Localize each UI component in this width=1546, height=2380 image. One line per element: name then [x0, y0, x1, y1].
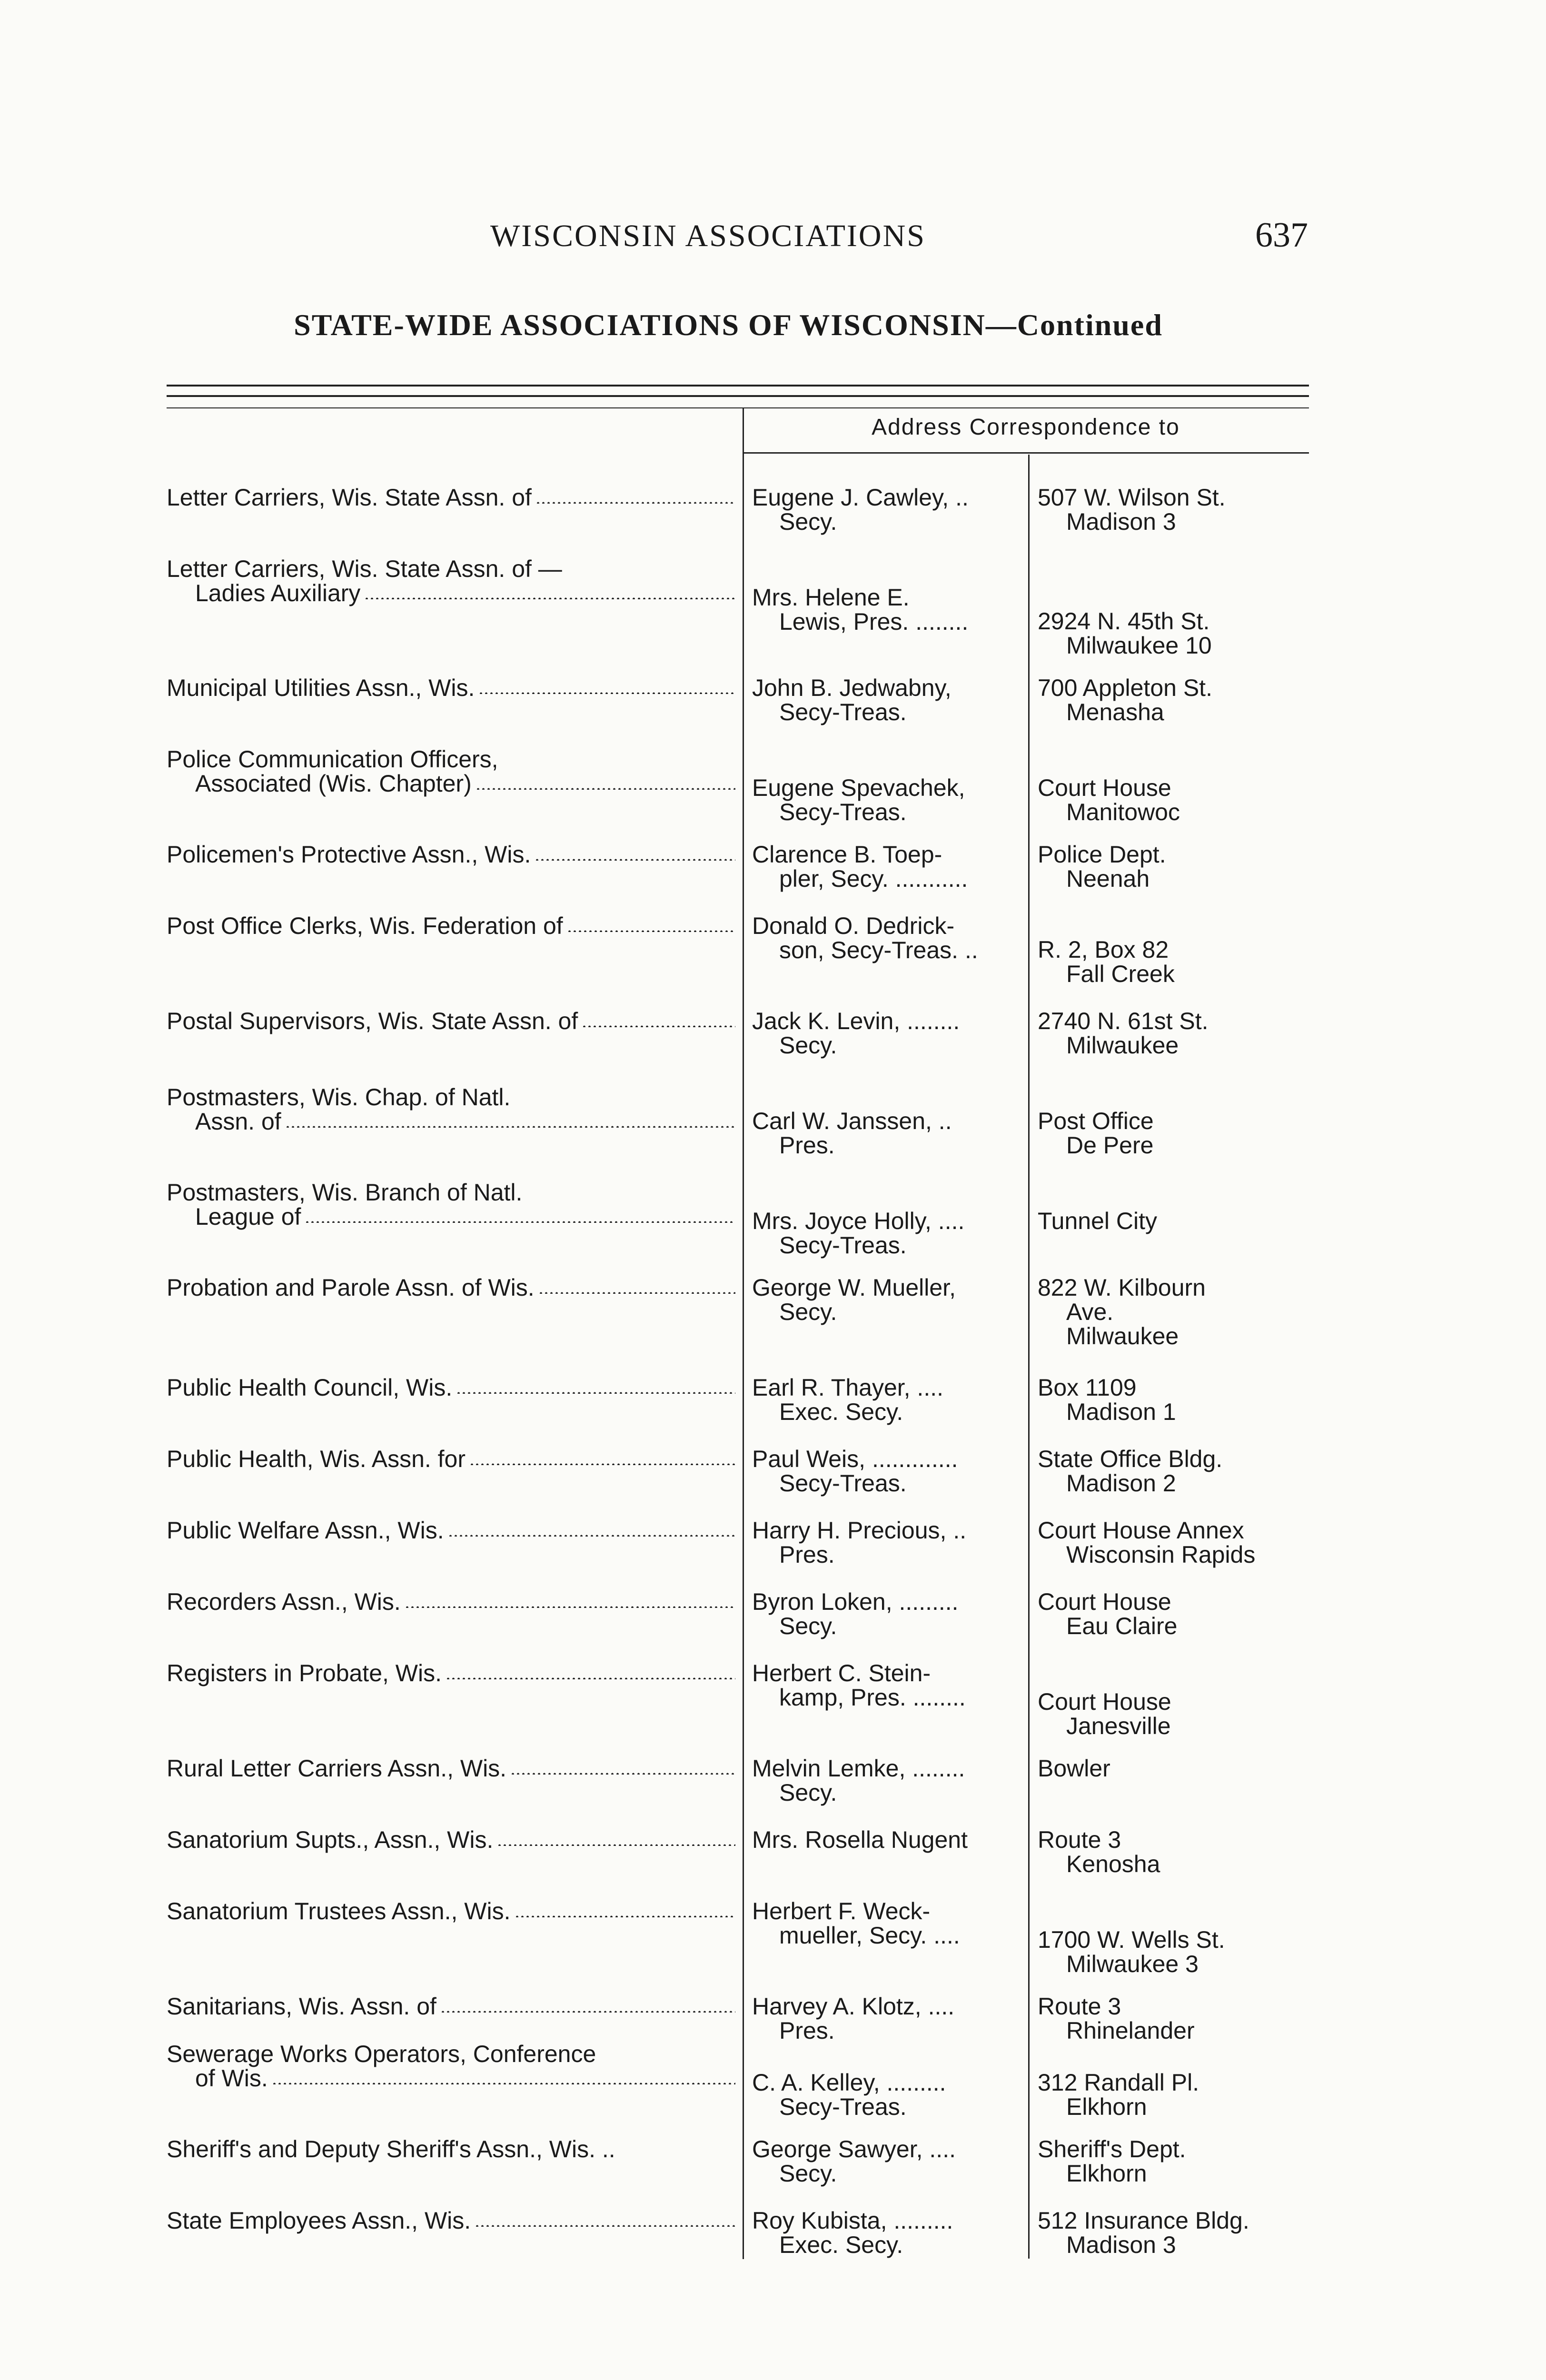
correspondent-name: Mrs. Helene E.: [752, 584, 910, 611]
correspondent-name: John B. Jedwabny,: [752, 674, 951, 701]
double-rule-bottom: [167, 395, 1309, 397]
association-name-text: of Wis.: [195, 2065, 268, 2092]
dot-leader: [478, 692, 735, 694]
correspondent-address: 507 W. Wilson St.: [1038, 484, 1226, 511]
correspondent-address: 512 Insurance Bldg.: [1038, 2207, 1249, 2234]
association-name: [195, 1205, 735, 1229]
correspondent-name: Exec. Secy.: [779, 2231, 903, 2258]
association-name-text: Postal Supervisors, Wis. State Assn. of: [167, 1008, 578, 1034]
association-name: [167, 486, 735, 509]
correspondent-name: Earl R. Thayer, ....: [752, 1374, 944, 1401]
correspondent-name: George Sawyer, ....: [752, 2136, 956, 2162]
correspondent-address: Madison 2: [1066, 1470, 1176, 1497]
correspondent-address: De Pere: [1066, 1132, 1154, 1159]
dot-leader: [515, 1915, 736, 1917]
correspondent-name: Roy Kubista, .........: [752, 2207, 953, 2234]
correspondent-name: C. A. Kelley, .........: [752, 2069, 946, 2096]
correspondent-name: Exec. Secy.: [779, 1398, 903, 1425]
association-name: [167, 1590, 735, 1614]
association-name-text: Probation and Parole Assn. of Wis.: [167, 1274, 535, 1301]
dot-leader: [476, 788, 735, 790]
dot-leader: [305, 1221, 735, 1223]
association-name-text: Sanatorium Trustees Assn., Wis.: [167, 1898, 511, 1924]
association-name: [195, 772, 735, 795]
correspondent-address: Madison 1: [1066, 1398, 1176, 1425]
dot-leader: [448, 1535, 735, 1537]
association-name: Postmasters, Wis. Chap. of Natl.: [167, 1084, 511, 1111]
association-name: Postmasters, Wis. Branch of Natl.: [167, 1179, 523, 1206]
association-name-text: Registers in Probate, Wis.: [167, 1660, 442, 1686]
dot-leader: [469, 1463, 735, 1465]
correspondent-name: Secy.: [779, 1613, 837, 1639]
dot-leader: [440, 2011, 735, 2013]
association-name: [167, 1376, 735, 1399]
correspondent-address: 822 W. Kilbourn: [1038, 1274, 1206, 1301]
correspondent-address: Milwaukee 10: [1066, 632, 1212, 659]
association-name-text: Associated (Wis. Chapter): [195, 770, 472, 797]
association-name: [195, 2066, 735, 2090]
association-name: [167, 1009, 735, 1033]
correspondent-address: Rhinelander: [1066, 2017, 1195, 2044]
dot-leader: [535, 859, 735, 861]
correspondent-address: R. 2, Box 82: [1038, 936, 1169, 963]
association-name: Police Communication Officers,: [167, 746, 498, 773]
association-name: Sewerage Works Operators, Conference: [167, 2041, 596, 2067]
correspondent-name: Herbert C. Stein-: [752, 1660, 931, 1686]
correspondent-name: Pres.: [779, 1132, 835, 1159]
association-name: [167, 1756, 735, 1780]
association-name-text: Municipal Utilities Assn., Wis.: [167, 674, 475, 701]
correspondent-address: Court House: [1038, 774, 1171, 801]
correspondent-address: Sheriff's Dept.: [1038, 2136, 1186, 2162]
association-name: [167, 914, 735, 938]
correspondent-name: Mrs. Joyce Holly, ....: [752, 1208, 965, 1234]
correspondent-name: Secy-Treas.: [779, 699, 907, 725]
association-name-text: League of: [195, 1203, 301, 1230]
association-name-text: Public Welfare Assn., Wis.: [167, 1517, 444, 1544]
correspondent-name: Herbert F. Weck-: [752, 1898, 931, 1924]
correspondent-address: Fall Creek: [1066, 961, 1175, 987]
correspondent-name: Secy.: [779, 1032, 837, 1059]
correspondent-name: Secy-Treas.: [779, 799, 907, 825]
correspondent-name: Donald O. Dedrick-: [752, 912, 955, 939]
correspondent-address: Menasha: [1066, 699, 1164, 725]
correspondent-address: 1700 W. Wells St.: [1038, 1926, 1225, 1953]
correspondent-name: Paul Weis, .............: [752, 1446, 958, 1472]
correspondent-name: kamp, Pres. ........: [779, 1684, 966, 1711]
correspondent-address: State Office Bldg.: [1038, 1446, 1223, 1472]
correspondent-address: Milwaukee 3: [1066, 1951, 1199, 1977]
correspondent-address: Route 3: [1038, 1993, 1121, 2020]
association-name-text: Public Health, Wis. Assn. for: [167, 1446, 466, 1472]
association-name: [167, 1447, 735, 1471]
correspondent-name: Secy-Treas.: [779, 1470, 907, 1497]
correspondent-name: Jack K. Levin, ........: [752, 1008, 960, 1034]
association-name-text: Sanitarians, Wis. Assn. of: [167, 1993, 436, 2020]
correspondent-address: 2740 N. 61st St.: [1038, 1008, 1209, 1034]
correspondent-name: son, Secy-Treas. ..: [779, 937, 978, 963]
dot-leader: [582, 1025, 735, 1027]
correspondent-address: Kenosha: [1066, 1851, 1160, 1877]
correspondent-name: Secy-Treas.: [779, 1232, 907, 1259]
table-head-rule: [167, 407, 1309, 408]
dot-leader: [475, 2225, 735, 2227]
association-name: [167, 1899, 735, 1923]
correspondent-name: Secy.: [779, 1779, 837, 1806]
association-name: [167, 1518, 735, 1542]
correspondence-underline: [743, 452, 1309, 454]
correspondent-name: Mrs. Rosella Nugent: [752, 1826, 968, 1853]
association-name-text: Ladies Auxiliary: [195, 580, 361, 606]
dot-leader: [364, 597, 735, 599]
correspondent-address: Wisconsin Rapids: [1066, 1541, 1256, 1568]
correspondent-address: Court House: [1038, 1688, 1171, 1715]
correspondent-address: Bowler: [1038, 1755, 1110, 1782]
dot-leader: [535, 502, 735, 504]
association-name: [167, 676, 735, 700]
correspondent-address: Manitowoc: [1066, 799, 1180, 825]
correspondent-address: 700 Appleton St.: [1038, 674, 1212, 701]
correspondent-name: mueller, Secy. ....: [779, 1922, 960, 1949]
dot-leader: [405, 1606, 735, 1608]
correspondent-name: Clarence B. Toep-: [752, 841, 942, 868]
correspondent-address: Police Dept.: [1038, 841, 1166, 868]
running-head: WISCONSIN ASSOCIATIONS: [490, 218, 926, 253]
correspondent-address: 312 Randall Pl.: [1038, 2069, 1199, 2096]
correspondent-address: Post Office: [1038, 1108, 1154, 1134]
association-name-text: Letter Carriers, Wis. State Assn. of: [167, 484, 532, 511]
association-name-text: Public Health Council, Wis.: [167, 1374, 453, 1401]
correspondent-address: Milwaukee: [1066, 1032, 1179, 1059]
association-name-text: Recorders Assn., Wis.: [167, 1588, 401, 1615]
correspondent-name: Byron Loken, .........: [752, 1588, 959, 1615]
correspondent-address: Court House: [1038, 1588, 1171, 1615]
association-name: [167, 2209, 735, 2232]
association-name: [195, 581, 735, 605]
correspondent-name: Pres.: [779, 1541, 835, 1568]
page-number: 637: [1255, 216, 1308, 255]
correspondent-address: Elkhorn: [1066, 2160, 1147, 2187]
correspondent-address: Madison 3: [1066, 2231, 1176, 2258]
correspondent-address: Madison 3: [1066, 508, 1176, 535]
association-name-text: Assn. of: [195, 1108, 281, 1135]
correspondent-name: Melvin Lemke, ........: [752, 1755, 965, 1782]
association-name: [167, 1661, 735, 1685]
correspondence-header: Address Correspondence to: [872, 415, 1180, 440]
correspondent-name: Secy.: [779, 1299, 837, 1325]
association-name: [167, 1276, 735, 1299]
correspondent-name: Lewis, Pres. ........: [779, 608, 969, 635]
correspondent-address: Milwaukee: [1066, 1323, 1179, 1349]
correspondent-name: Harry H. Precious, ..: [752, 1517, 967, 1544]
correspondent-name: Pres.: [779, 2017, 835, 2044]
column-divider-left: [743, 407, 744, 2259]
association-name-text: Post Office Clerks, Wis. Federation of: [167, 912, 563, 939]
association-name: [195, 1110, 735, 1133]
correspondent-name: Eugene Spevachek,: [752, 774, 965, 801]
association-name: Letter Carriers, Wis. State Assn. of —: [167, 555, 562, 582]
correspondent-name: George W. Mueller,: [752, 1274, 956, 1301]
correspondent-name: Eugene J. Cawley, ..: [752, 484, 969, 511]
correspondent-address: Ave.: [1066, 1299, 1114, 1325]
association-name: [167, 1828, 735, 1852]
association-name: [167, 1994, 735, 2018]
dot-leader: [446, 1677, 735, 1679]
correspondent-address: Court House Annex: [1038, 1517, 1244, 1544]
correspondent-name: Secy.: [779, 508, 837, 535]
association-name: Sheriff's and Deputy Sheriff's Assn., Wis. ..: [167, 2136, 615, 2162]
correspondent-address: Janesville: [1066, 1713, 1171, 1739]
column-divider-right: [1028, 455, 1030, 2259]
dot-leader: [285, 1126, 735, 1128]
correspondent-address: 2924 N. 45th St.: [1038, 608, 1210, 635]
double-rule-top: [167, 385, 1309, 387]
dot-leader: [538, 1292, 735, 1294]
association-name-text: State Employees Assn., Wis.: [167, 2207, 471, 2234]
dot-leader: [497, 1844, 735, 1846]
association-name-text: Rural Letter Carriers Assn., Wis.: [167, 1755, 507, 1782]
correspondent-address: Box 1109: [1038, 1374, 1137, 1401]
association-name: [167, 843, 735, 866]
dot-leader: [510, 1773, 735, 1775]
correspondent-name: Secy.: [779, 2160, 837, 2187]
correspondent-address: Route 3: [1038, 1826, 1121, 1853]
correspondent-name: Secy-Treas.: [779, 2093, 907, 2120]
correspondent-address: Eau Claire: [1066, 1613, 1178, 1639]
section-title: STATE-WIDE ASSOCIATIONS OF WISCONSIN—Continued: [294, 308, 1163, 342]
dot-leader: [567, 930, 735, 932]
correspondent-name: Harvey A. Klotz, ....: [752, 1993, 955, 2020]
dot-leader: [272, 2082, 735, 2084]
correspondent-name: Carl W. Janssen, ..: [752, 1108, 952, 1134]
association-name-text: Policemen's Protective Assn., Wis.: [167, 841, 531, 868]
correspondent-address: Tunnel City: [1038, 1208, 1158, 1234]
correspondent-address: Neenah: [1066, 865, 1150, 892]
correspondent-name: pler, Secy. ...........: [779, 865, 968, 892]
dot-leader: [456, 1392, 735, 1394]
correspondent-address: Elkhorn: [1066, 2093, 1147, 2120]
association-name-text: Sanatorium Supts., Assn., Wis.: [167, 1826, 494, 1853]
